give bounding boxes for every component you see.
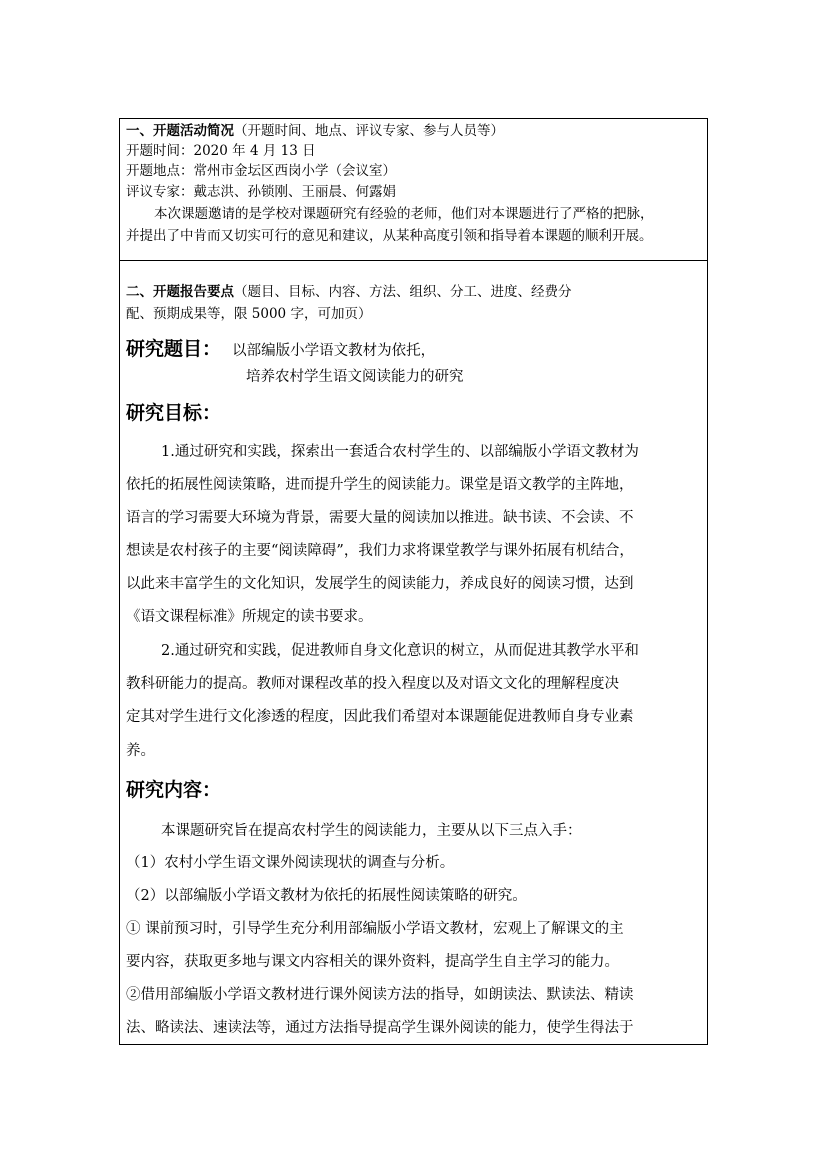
content-line: （1）农村小学生语文课外阅读现状的调查与分析。 [126,855,455,871]
topic-line-2: 培养农村学生语文阅读能力的研究 [246,369,464,385]
content-line: 本课题研究旨在提高农村学生的阅读能力，主要从以下三点入手： [161,823,582,839]
topic-line-1: 以部编版小学语文教材为依托， [232,343,436,359]
goal-line: 1.通过研究和实践，探索出一套适合农村学生的、以部编版小学语文教材为 [161,444,639,460]
goal-line: 定其对学生进行文化渗透的程度，因此我们希望对本课题能促进教师自身专业素 [126,709,634,725]
content-line: （2）以部编版小学语文教材为依托的拓展性阅读策略的研究。 [126,888,527,904]
opening-time: 开题时间：2020 年 4 月 13 日 [126,143,316,159]
section1-title-bold: 一、开题活动简况 [126,123,234,139]
goal-line: 2.通过研究和实践，促进教师自身文化意识的树立，从而促进其教学水平和 [161,643,639,659]
section2-title [126,283,701,301]
goal-line: 《语文课程标准》所规定的读书要求。 [126,609,373,625]
summary-line-2: 并提出了中肯而又切实可行的意见和建议，从某种高度引领和指导着本课题的顺利开展。 [126,228,653,244]
goal-line: 想读是农村孩子的主要“阅读障碍”，我们力求将课堂教学与课外拓展有机结合， [126,543,634,559]
content-line: ① 课前预习时，引导学生充分利用部编版小学语文教材，宏观上了解课文的主 [126,921,624,937]
section-divider [120,260,707,261]
content-line: 法、略读法、速读法等，通过方法指导提高学生课外阅读的能力，使学生得法于 [126,1020,634,1036]
goal-line: 语言的学习需要大环境为背景，需要大量的阅读加以推进。缺书读、不会读、不 [126,510,634,526]
report-table [119,118,708,1045]
topic-label: 研究题目： [126,338,222,360]
goal-label: 研究目标： [126,402,222,424]
content-line: ②借用部编版小学语文教材进行课外阅读方法的指导，如朗读法、默读法、精读 [126,987,634,1003]
section1-title-note: （开题时间、地点、评议专家、参与人员等） [234,123,504,139]
topic-row [126,336,701,362]
content-label: 研究内容： [126,779,222,801]
content-line: 要内容，获取更多地与课文内容相关的课外资料，提高学生自主学习的能力。 [126,954,619,970]
section2-title-note-2: 配、预期成果等，限 5000 字，可加页） [126,306,372,322]
goal-line: 教科研能力的提高。教师对课程改革的投入程度以及对语文文化的理解程度决 [126,676,619,692]
goal-line: 以此来丰富学生的文化知识，发展学生的阅读能力，养成良好的阅读习惯，达到 [126,576,634,592]
goal-line: 养。 [126,743,155,759]
section1-title [126,122,701,140]
goal-line: 依托的拓展性阅读策略，进而提升学生的阅读能力。课堂是语文教学的主阵地， [126,477,634,493]
section2-title-bold: 二、开题报告要点 [126,284,234,300]
summary-line-1: 本次课题邀请的是学校对课题研究有经验的老师，他们对本课题进行了严格的把脉， [154,206,654,222]
section2-title-note-1: （题目、目标、内容、方法、组织、分工、进度、经费分 [234,284,572,300]
opening-place: 开题地点：常州市金坛区西岗小学（会议室） [126,163,396,179]
review-experts: 评议专家：戴志洪、孙锁刚、王丽晨、何露娟 [126,184,396,200]
